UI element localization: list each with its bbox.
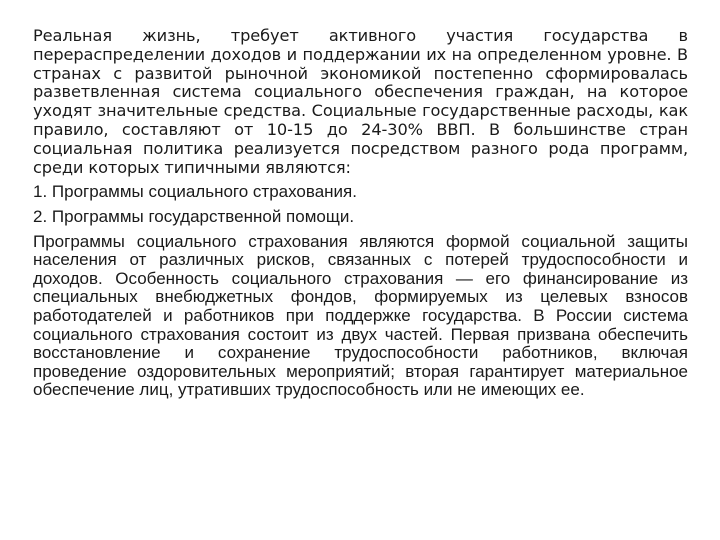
document-body bbox=[33, 27, 688, 400]
intro-paragraph: Реальная жизнь, требует активного участия государства в перераспределении доходов и поддержании их на определенном уровне. В странах с развитой рыночной экономикой постепенно сформировалась разветвленная система социального обеспечения граждан, на которое уходят значительные средства. Социальные государственные расходы, как правило, составляют от 10-15 до 24-30% ВВП. В большинстве стран социальная политика реализуется посредством разного рода программ, среди которых типичными являются: bbox=[33, 26, 688, 177]
list-item-state-assistance: 2. Программы государственной помощи. bbox=[33, 206, 355, 226]
social-insurance-paragraph: Программы социального страхования являются формой социальной защиты населения от различных рисков, связанных с потерей трудоспособности и доходов. Особенность социального страхования — его финансирование из специальных внебюджетных фондов, формируемых из целевых взносов работодателей и работников при поддержке государства. В России система социального страхования состоит из двух частей. Первая призвана обеспечить восстановление и сохранение трудоспособности работников, включая проведение оздоровительных мероприятий; вторая гарантирует материальное обеспечение лиц, утративших трудоспособность или не имеющих ее. bbox=[33, 231, 688, 400]
list-item-social-insurance: 1. Программы социального страхования. bbox=[33, 182, 357, 202]
